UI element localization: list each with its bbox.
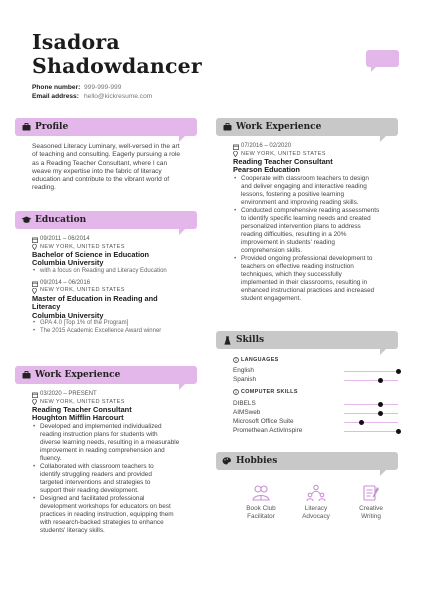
bullet-line: • Developed and implemented individualized <box>40 422 162 430</box>
candidate-name <box>32 30 202 78</box>
work-list-right <box>233 143 403 303</box>
degree: Bachelor of Science in Education <box>32 250 150 259</box>
work-experience-title: Work Experience <box>35 370 121 380</box>
work-dates: 07/2016 – 02/2020 <box>241 143 292 149</box>
profile-line: Seasoned Literacy Luminary, well-versed in the art <box>32 143 180 150</box>
skill-level-bar <box>344 413 398 414</box>
bullet-line: improvement in students' reading <box>241 238 335 246</box>
education-list <box>32 236 207 340</box>
last-name: Shadowdancer <box>32 54 202 78</box>
education-section-header <box>15 211 197 229</box>
hobbies-title: Hobbies <box>236 456 278 466</box>
date-row <box>233 143 403 151</box>
skill-group-languages <box>233 356 403 384</box>
date-row <box>32 236 207 244</box>
skill-group-title <box>233 388 403 396</box>
bullet-line: and deliver engaging and interactive reading <box>241 182 367 190</box>
bullet-line: improvement in reading comprehension and <box>40 446 165 454</box>
education-location: NEW YORK, UNITED STATES <box>40 287 125 294</box>
education-entry <box>32 236 207 275</box>
bullet-line: techniques, which they successfully <box>241 270 342 278</box>
bullet-line: fluency. <box>40 454 62 462</box>
bullet-line: teachers on effective reading instruction <box>241 262 354 270</box>
date-row <box>32 280 207 288</box>
skill-name: Promethean ActivInspire <box>233 426 303 434</box>
phone-value: 999-999-999 <box>84 84 122 91</box>
bullet-line: diverse learning needs, resulting in a measurable <box>40 438 180 446</box>
work-entry <box>32 391 207 535</box>
bullet-line: with research-backed strategies to enhance <box>40 518 164 526</box>
work-bullets <box>233 175 403 303</box>
skill-row <box>233 417 403 426</box>
literacy-advocacy-icon <box>291 482 341 502</box>
briefcase-icon <box>20 121 32 133</box>
skill-name: English <box>233 367 254 375</box>
info-icon <box>233 357 241 363</box>
calendar-icon <box>32 392 40 398</box>
bullet-line: • Provided ongoing professional development to <box>241 254 373 262</box>
bullet-line: identify struggling readers and provided <box>40 470 152 478</box>
date-row <box>32 391 207 399</box>
education-title: Education <box>35 215 87 225</box>
calendar-icon <box>32 237 40 243</box>
job-title: Reading Teacher Consultant <box>32 405 132 414</box>
work-bullets <box>32 423 207 535</box>
work-list-left <box>32 391 207 535</box>
bullet-line: lessons, fostering a positive learning <box>241 190 345 198</box>
skills-title: Skills <box>236 335 265 345</box>
skill-group-title <box>233 356 403 364</box>
work-experience-section-header <box>15 366 197 384</box>
info-icon <box>233 389 241 395</box>
bullet-line: • Designed and facilitated professional <box>40 494 145 502</box>
education-entry <box>32 280 207 335</box>
skill-level-dot <box>378 402 383 407</box>
skill-level-dot <box>396 429 401 434</box>
work-bullet <box>233 207 403 255</box>
education-bullet: • The 2015 Academic Excellence Award winner <box>32 328 207 336</box>
skill-name: Microsoft Office Suite <box>233 417 294 425</box>
education-bullet: • GPA 4.0 [Top 1% of the Program] <box>32 320 207 328</box>
profile-summary <box>32 143 202 193</box>
bullet-line: students' literacy skills. <box>40 526 105 534</box>
company: Houghton Mifflin Harcourt <box>32 413 124 423</box>
creative-writing-icon <box>346 482 396 502</box>
skill-level-bar <box>344 371 398 372</box>
palette-icon <box>221 455 233 467</box>
book-club-icon <box>236 482 286 502</box>
calendar-icon <box>32 281 40 287</box>
company: Pearson Education <box>233 165 300 175</box>
hobby-label: Writing <box>361 513 381 520</box>
hobby-item <box>291 482 341 521</box>
bullet-line: development workshops for educators on best <box>40 502 171 510</box>
skill-row <box>233 399 403 408</box>
hobby-item <box>346 482 396 521</box>
skill-level-bar <box>344 422 398 423</box>
skills-list <box>233 356 403 435</box>
bullet-line: reading instruction plans for students with <box>40 430 158 438</box>
profile-line: as a Reading Teacher Consultant, where I can <box>32 159 168 167</box>
education-bullets <box>32 320 207 335</box>
education-dates: 09/2014 – 06/2016 <box>40 279 91 286</box>
skill-level-dot <box>396 369 401 374</box>
skill-group-label: LANGUAGES <box>241 357 279 363</box>
work-experience-right-section-header <box>216 118 398 136</box>
calendar-icon <box>233 144 241 150</box>
work-experience-right-title: Work Experience <box>236 122 322 132</box>
bullet-line: reading difficulties, resulting in a 20% <box>241 230 347 238</box>
education-bullets <box>32 268 207 276</box>
bullet-line: to identify specific learning needs and created <box>241 214 371 222</box>
first-name: Isadora <box>32 30 120 54</box>
bullet-line: comprehension skills. <box>241 246 303 254</box>
job-title: Reading Teacher Consultant <box>233 157 333 166</box>
graduation-cap-icon <box>20 214 32 226</box>
profile-line: of teaching and consulting. Eagerly pursuing a role <box>32 151 181 159</box>
skill-row <box>233 426 403 435</box>
work-bullet <box>32 423 207 463</box>
phone-label: Phone number: <box>32 84 81 91</box>
work-dates: 03/2020 – PRESENT <box>40 391 97 397</box>
profile-title: Profile <box>35 122 69 132</box>
skill-level-dot <box>378 378 383 383</box>
phone-row <box>32 83 152 92</box>
email-value: hello@kickresume.com <box>84 93 153 100</box>
skill-level-dot <box>359 420 364 425</box>
bullet-line: student engagement. <box>241 294 302 302</box>
skill-group-label: COMPUTER SKILLS <box>241 389 298 396</box>
hobby-label: Book Club <box>246 505 276 512</box>
skill-level-dot <box>378 411 383 416</box>
skill-group-computer <box>233 388 403 434</box>
education-bullet: • with a focus on Reading and Literacy Education <box>32 268 207 276</box>
work-bullet <box>233 175 403 207</box>
bullet-line: personalized intervention plans to address <box>241 222 361 230</box>
skill-row <box>233 408 403 417</box>
education-location: NEW YORK, UNITED STATES <box>40 243 125 250</box>
hobby-item <box>236 482 286 521</box>
bullet-line: practices in reading instruction, equipping them <box>40 510 174 518</box>
skill-row <box>233 375 403 384</box>
bullet-line: • Collaborated with classroom teachers to <box>40 462 154 470</box>
work-bullet <box>233 255 403 303</box>
work-location: NEW YORK, UNITED STATES <box>241 150 326 157</box>
skill-name: DIBELS <box>233 399 256 407</box>
bullet-line: implemented in their classrooms, resulting in <box>241 278 368 286</box>
school: Columbia University <box>32 258 104 268</box>
email-row <box>32 92 152 101</box>
education-dates: 09/2011 – 06/2014 <box>40 236 90 242</box>
hobby-label: Advocacy <box>302 513 330 520</box>
profile-line: education and contribute to the vibrant world of <box>32 176 170 184</box>
skill-name: Spanish <box>233 376 257 384</box>
hobby-label: Literacy <box>304 505 328 512</box>
skill-name: AIMSweb <box>233 408 261 416</box>
email-label: Email address: <box>32 93 79 100</box>
work-bullet <box>32 495 207 535</box>
bullet-line: environment and improving reading skills. <box>241 198 359 206</box>
work-bullet <box>32 463 207 495</box>
briefcase-icon <box>221 121 233 133</box>
school: Columbia University <box>32 310 104 320</box>
bullet-line: • Cooperate with classroom teachers to design <box>241 174 369 182</box>
skill-level-bar <box>344 431 398 432</box>
profile-line: weave my expertise into the fabric of literacy <box>32 167 162 175</box>
skills-section-header <box>216 331 398 349</box>
skill-level-bar <box>344 380 398 381</box>
bullet-line: enhanced instructional practices and increased <box>241 286 375 294</box>
bullet-line: • Conducted comprehensive reading assessments <box>241 206 380 214</box>
skill-row <box>233 366 403 375</box>
degree: Master of Education in Reading and <box>32 293 158 303</box>
hobby-label: Creative <box>359 505 383 512</box>
bullet-line: support their reading development. <box>40 486 139 494</box>
contact-block <box>32 83 152 101</box>
hobby-label: Facilitator <box>247 513 275 520</box>
speech-bubble-decoration <box>366 50 399 67</box>
skill-level-bar <box>344 404 398 405</box>
flask-icon <box>221 334 233 346</box>
degree: Literacy <box>32 302 61 312</box>
profile-line: reading. <box>32 184 56 192</box>
work-location: NEW YORK, UNITED STATES <box>40 398 125 405</box>
hobbies-section-header <box>216 452 398 470</box>
bullet-line: targeted interventions and strategies to <box>40 478 151 486</box>
work-entry <box>233 143 403 303</box>
briefcase-icon <box>20 369 32 381</box>
profile-section-header <box>15 118 197 136</box>
